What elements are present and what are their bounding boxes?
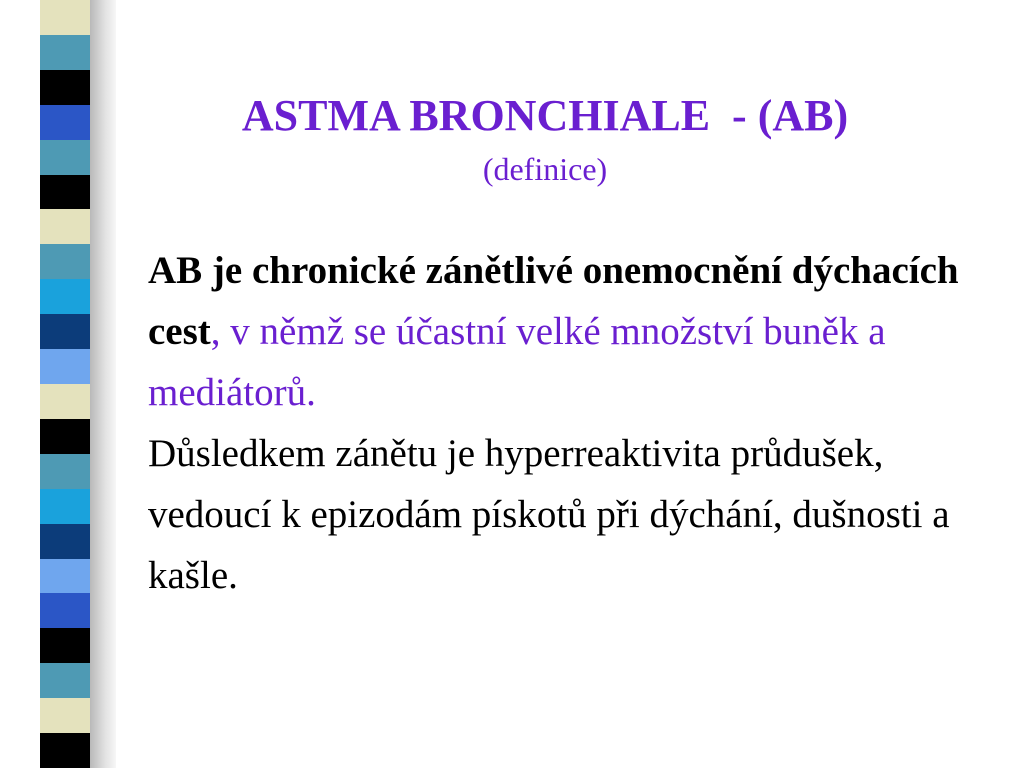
stripe-segment	[40, 244, 90, 279]
stripe-segment	[40, 559, 90, 594]
stripe-segment	[40, 209, 90, 244]
slide-body	[148, 240, 988, 606]
stripe-segment	[40, 628, 90, 663]
stripe-segment	[40, 419, 90, 454]
stripe-segment	[40, 175, 90, 210]
stripe-segment	[40, 314, 90, 349]
stripe-segment	[40, 454, 90, 489]
definition-bold-text: AB je chronické zánětlivé onemocnění dýchacích cest	[148, 249, 959, 353]
slide-title: ASTMA BRONCHIALE - (AB)	[241, 91, 849, 140]
stripe-segment	[40, 698, 90, 733]
stripe-segment	[40, 140, 90, 175]
stripe-segment	[40, 349, 90, 384]
stripe-segment	[40, 35, 90, 70]
stripe-segment	[40, 279, 90, 314]
stripe-segment	[40, 663, 90, 698]
definition-comma: ,	[210, 310, 221, 353]
slide-subtitle: (definice)	[482, 151, 608, 187]
definition-colored-text: v němž se účastní velké množství buněk a mediátorů.	[148, 310, 886, 414]
stripe-segment	[40, 593, 90, 628]
stripe-segment	[40, 70, 90, 105]
stripe-segment	[40, 489, 90, 524]
stripe-shadow	[90, 0, 116, 768]
consequence-paragraph: Důsledkem zánětu je hyperreaktivita průdušek, vedoucí k epizodám pískotů při dýchání, dušnosti a kašle.	[148, 432, 950, 597]
stripe-segment	[40, 384, 90, 419]
decorative-stripe-bar	[40, 0, 90, 768]
stripe-segment	[40, 524, 90, 559]
definition-paragraph	[148, 240, 988, 423]
stripe-segment	[40, 733, 90, 768]
stripe-segment	[40, 105, 90, 140]
stripe-segment	[40, 0, 90, 35]
